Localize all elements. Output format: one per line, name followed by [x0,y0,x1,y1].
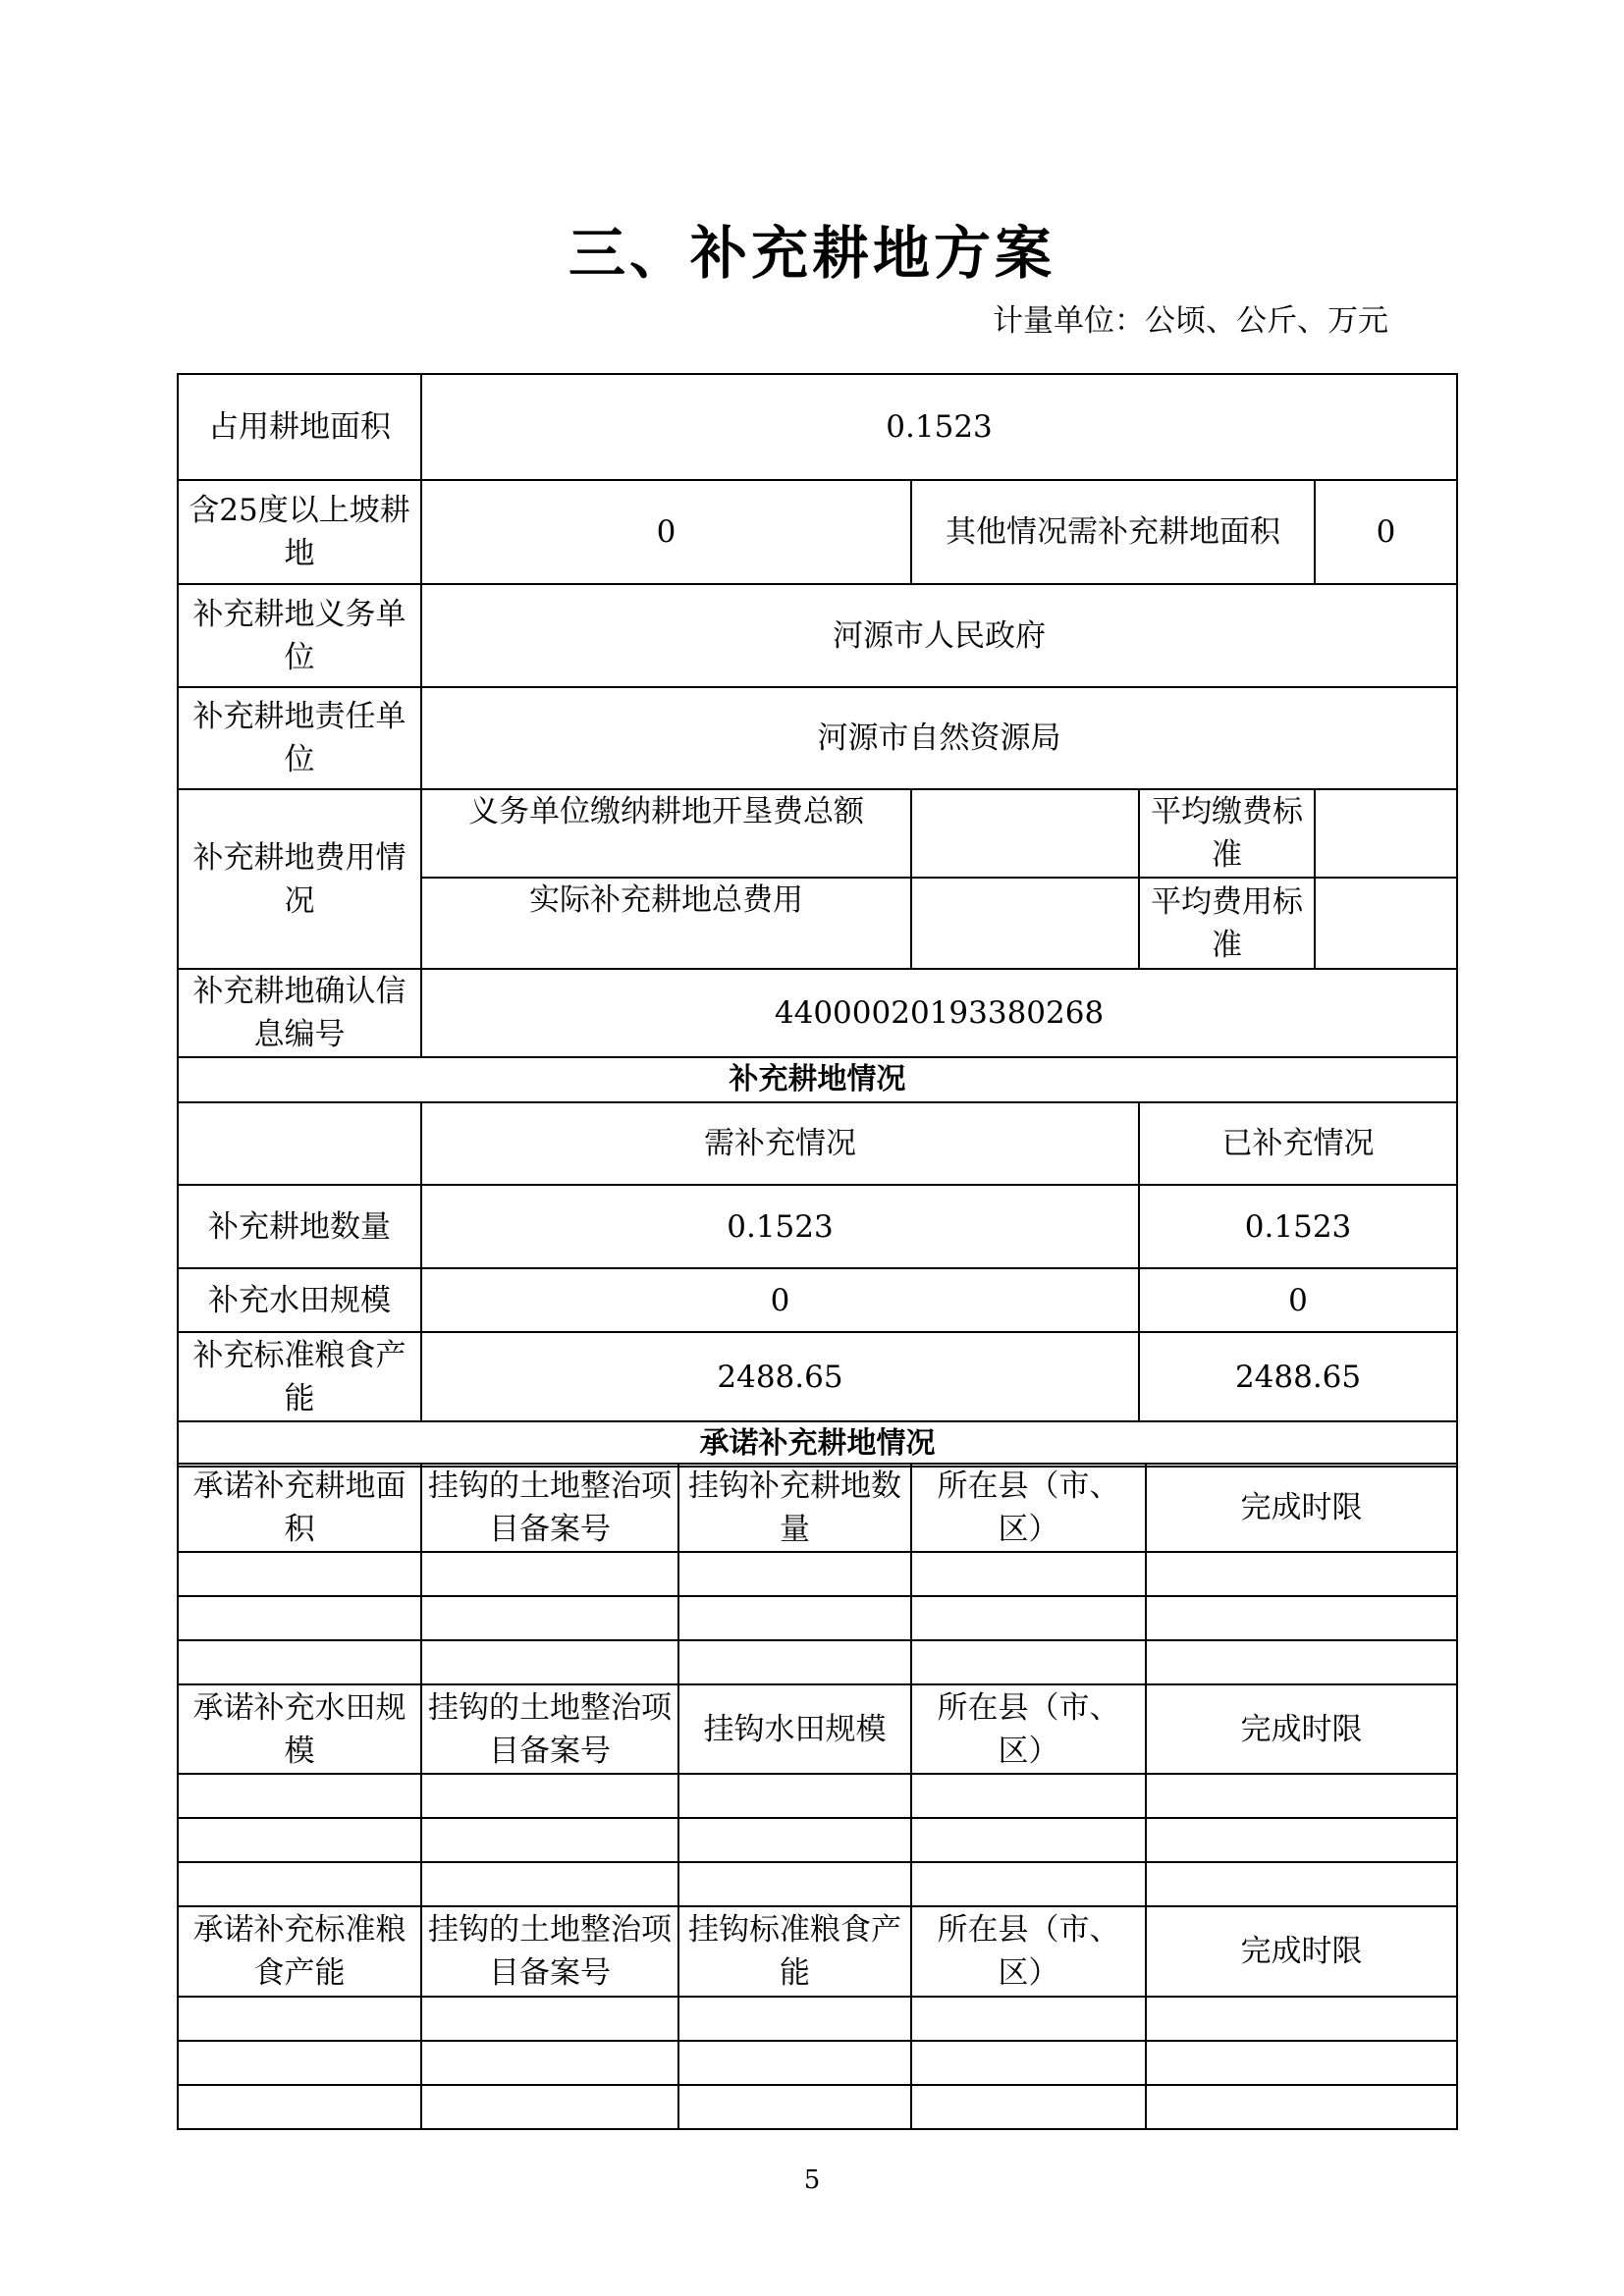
header-county: 所在县（市、区） [911,1906,1146,1997]
empty-cell [1146,2041,1457,2085]
empty-cell [178,2085,421,2129]
empty-cell [421,1640,678,1684]
table-row [178,1862,1457,1906]
value-avg-cost [1315,878,1457,969]
empty-cell [178,1818,421,1862]
label-other-area: 其他情况需补充耕地面积 [911,480,1315,584]
empty-cell [1146,1997,1457,2041]
header-linked-grain: 挂钩标准粮食产能 [678,1906,911,1997]
empty-cell [911,1774,1146,1818]
empty-cell [678,1997,911,2041]
page-number: 5 [803,2165,821,2195]
farmland-supplement-table [177,373,1458,1468]
value-actual-total [911,878,1139,969]
section-title-commitment: 承诺补充耕地情况 [178,1421,1457,1467]
empty-cell [1146,1640,1457,1684]
empty-cell [178,1640,421,1684]
page-title: 三、补充耕地方案 [568,220,1056,287]
table-row [178,1596,1457,1640]
empty-cell [1146,2085,1457,2129]
commitment-table [177,1463,1458,2130]
value-paid-total [911,789,1139,878]
header-county: 所在县（市、区） [911,1464,1146,1552]
value-occupied-area: 0.1523 [421,374,1457,480]
empty-cell [678,1862,911,1906]
row-supplement-grain [178,1332,1457,1421]
needed-value: 0 [421,1268,1139,1332]
row-supplement-header [178,1102,1457,1185]
empty-cell [678,1774,911,1818]
header-deadline: 完成时限 [1146,1464,1457,1552]
header-project-no: 挂钩的土地整治项目备案号 [421,1464,678,1552]
empty-cell [178,1596,421,1640]
row-commitment-title [178,1421,1457,1467]
unit-note: 计量单位：公顷、公斤、万元 [993,303,1388,339]
empty-cell [421,1596,678,1640]
empty-cell [421,2085,678,2129]
empty-cell [1146,1774,1457,1818]
section-title-supplement: 补充耕地情况 [178,1057,1457,1102]
header-deadline: 完成时限 [1146,1906,1457,1997]
empty-cell [911,1640,1146,1684]
value-other-area: 0 [1315,480,1457,584]
row-supplement-title [178,1057,1457,1102]
row-confirm-id [178,969,1457,1057]
table-row [178,1997,1457,2041]
table-row [178,1818,1457,1862]
table-row [178,1552,1457,1596]
row-supplement-quantity [178,1185,1457,1268]
empty-cell [178,1997,421,2041]
empty-cell [1146,1552,1457,1596]
label-obligation-unit: 补充耕地义务单位 [178,584,421,687]
row-slope25 [178,480,1457,584]
value-slope25: 0 [421,480,911,584]
label-cost: 补充耕地费用情况 [178,789,421,969]
row-supplement-paddy [178,1268,1457,1332]
empty-cell [178,1552,421,1596]
header-linked-paddy: 挂钩水田规模 [678,1684,911,1774]
empty-cell [911,2041,1146,2085]
header-needed: 需补充情况 [421,1102,1139,1185]
commitment-header-row-grain [178,1906,1457,1997]
empty-cell [421,1774,678,1818]
empty-cell [421,1862,678,1906]
empty-cell [178,2041,421,2085]
value-avg-paid [1315,789,1457,878]
label-supplement-grain: 补充标准粮食产能 [178,1332,421,1421]
header-linked-quantity: 挂钩补充耕地数量 [678,1464,911,1552]
empty-cell [1146,1862,1457,1906]
empty-cell [911,1997,1146,2041]
empty-cell [678,2041,911,2085]
row-responsible-unit [178,687,1457,789]
empty-cell [678,1596,911,1640]
empty-cell [911,2085,1146,2129]
empty-cell [178,1774,421,1818]
label-actual-total: 实际补充耕地总费用 [421,878,911,969]
label-occupied-area: 占用耕地面积 [178,374,421,480]
label-avg-cost: 平均费用标准 [1139,878,1315,969]
done-value: 0.1523 [1139,1185,1457,1268]
header-commit-grain: 承诺补充标准粮食产能 [178,1906,421,1997]
empty-cell [911,1552,1146,1596]
empty-cell [1146,1818,1457,1862]
table-row [178,1774,1457,1818]
needed-value: 0.1523 [421,1185,1139,1268]
empty-cell [421,1997,678,2041]
value-obligation-unit: 河源市人民政府 [421,584,1457,687]
label-paid-total: 义务单位缴纳耕地开垦费总额 [421,789,911,878]
row-occupied-area [178,374,1457,480]
row-obligation-unit [178,584,1457,687]
value-confirm-id: 44000020193380268 [421,969,1457,1057]
needed-value: 2488.65 [421,1332,1139,1421]
empty-cell [678,1818,911,1862]
empty-cell [911,1596,1146,1640]
empty-cell [678,1640,911,1684]
label-supplement-paddy: 补充水田规模 [178,1268,421,1332]
empty-cell [1146,1596,1457,1640]
empty-cell [678,1552,911,1596]
empty-cell [678,2085,911,2129]
empty-cell [911,1818,1146,1862]
label-supplement-quantity: 补充耕地数量 [178,1185,421,1268]
commitment-header-row-paddy [178,1684,1457,1774]
header-project-no: 挂钩的土地整治项目备案号 [421,1684,678,1774]
header-county: 所在县（市、区） [911,1684,1146,1774]
done-value: 0 [1139,1268,1457,1332]
empty-cell [178,1862,421,1906]
table-row [178,2085,1457,2129]
empty-cell [911,1862,1146,1906]
commitment-header-row-area [178,1464,1457,1552]
empty-cell [421,1552,678,1596]
label-responsible-unit: 补充耕地责任单位 [178,687,421,789]
header-commit-paddy: 承诺补充水田规模 [178,1684,421,1774]
table-row [178,2041,1457,2085]
header-done: 已补充情况 [1139,1102,1457,1185]
label-confirm-id: 补充耕地确认信息编号 [178,969,421,1057]
empty-cell [421,2041,678,2085]
table-row [178,1640,1457,1684]
header-project-no: 挂钩的土地整治项目备案号 [421,1906,678,1997]
label-avg-paid: 平均缴费标准 [1139,789,1315,878]
blank-header-cell [178,1102,421,1185]
value-responsible-unit: 河源市自然资源局 [421,687,1457,789]
header-commit-area: 承诺补充耕地面积 [178,1464,421,1552]
done-value: 2488.65 [1139,1332,1457,1421]
row-cost-paid [178,789,1457,878]
empty-cell [421,1818,678,1862]
header-deadline: 完成时限 [1146,1684,1457,1774]
label-slope25: 含25度以上坡耕地 [178,480,421,584]
